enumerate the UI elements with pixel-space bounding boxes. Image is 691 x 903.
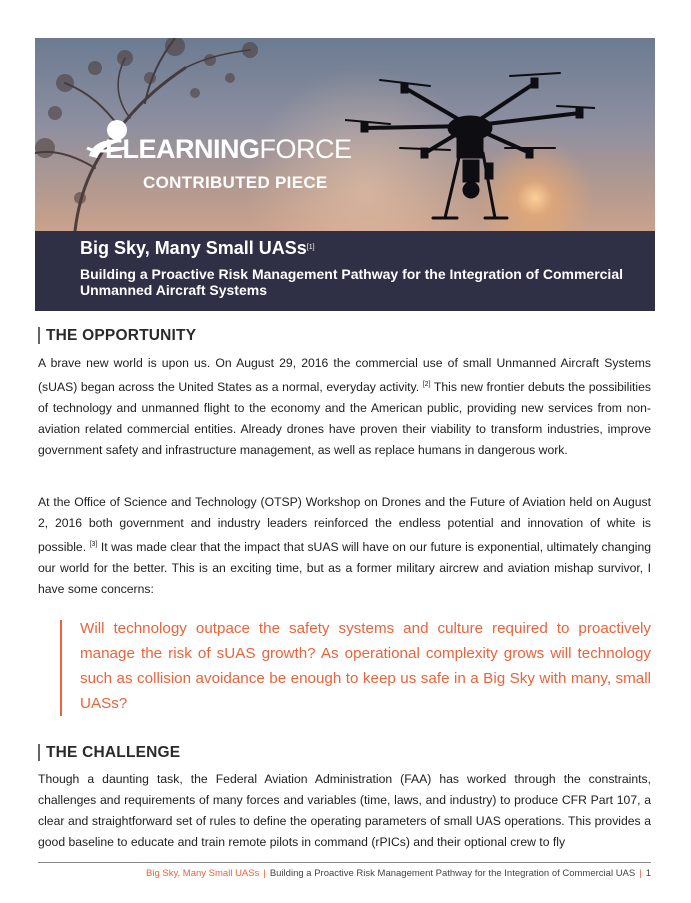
footnote-ref: [1] bbox=[306, 244, 315, 251]
logo-wordmark: ELEARNINGFORCE bbox=[105, 134, 352, 164]
page-number: 1 bbox=[645, 868, 651, 879]
paragraph: At the Office of Science and Technology (OTSP) Workshop on Drones and the Future of Aviation held on August 2, 2016 both government and industry leaders reinforced the endless potential and innovation of white is possible. [3] It was made clear that the impact that sUAS will have on our future is exponential, ultimately changing our world for the better. This is an exciting time, but as a former military aircrew and aviation mishap survivor, I have some concerns: bbox=[38, 495, 652, 597]
title-band bbox=[35, 231, 655, 311]
footnote-ref: [2] bbox=[422, 381, 431, 388]
contributed-piece-label: CONTRIBUTED PIECE bbox=[143, 173, 328, 192]
footnote-ref: [3] bbox=[89, 541, 98, 548]
quote-bar bbox=[60, 620, 62, 716]
paragraph: A brave new world is upon us. On August 29, 2016 the commercial use of small Unmanned Aircraft Systems (sUAS) began across the United States as a normal, everyday activity. [2] This new frontier debuts the possibilities of technology and unmanned flight to the economy and the American public, providing new services from non-aviation related commercial entities. Already drones have proven their viability to transform industries, improve government safety and infrastructure management, as well as replace humans in dangerous work. bbox=[38, 356, 652, 458]
document-subtitle: Building a Proactive Risk Management Pathway for the Integration of Commercial Unmanned Aircraft Systems bbox=[80, 266, 623, 298]
section-heading-opportunity: THE OPPORTUNITY bbox=[38, 327, 196, 344]
footer-long-title: Building a Proactive Risk Management Pathway for the Integration of Commercial UAS bbox=[269, 868, 636, 879]
hero-image bbox=[35, 38, 655, 231]
document-title: Big Sky, Many Small UASs[1] bbox=[80, 238, 315, 258]
footer-divider bbox=[38, 862, 651, 863]
paragraph: Though a daunting task, the Federal Aviation Administration (FAA) has worked through the constraints, challenges and requirements of many forces and variables (time, laws, and industry) to produce CFR Part 107, a clear and straightforward set of rules to define the operating parameters of small UAS operations. This provides a good baseline to educate and train remote pilots in command (rPICs) and their optional crew to fly bbox=[38, 772, 651, 849]
drone-icon bbox=[345, 58, 595, 231]
section-heading-challenge: THE CHALLENGE bbox=[38, 744, 180, 761]
footer-short-title: Big Sky, Many Small UASs bbox=[146, 868, 260, 879]
pull-quote: Will technology outpace the safety systems and culture required to proactively manage the risk of sUAS growth? As operational complexity grows will technology such as collision avoidance be enough to keep us safe in a Big Sky with many, small UASs? bbox=[80, 620, 651, 712]
page-footer: Big Sky, Many Small UASs | Building a Proactive Risk Management Pathway for the Integration of Commercial UAS | 1 bbox=[146, 868, 651, 879]
